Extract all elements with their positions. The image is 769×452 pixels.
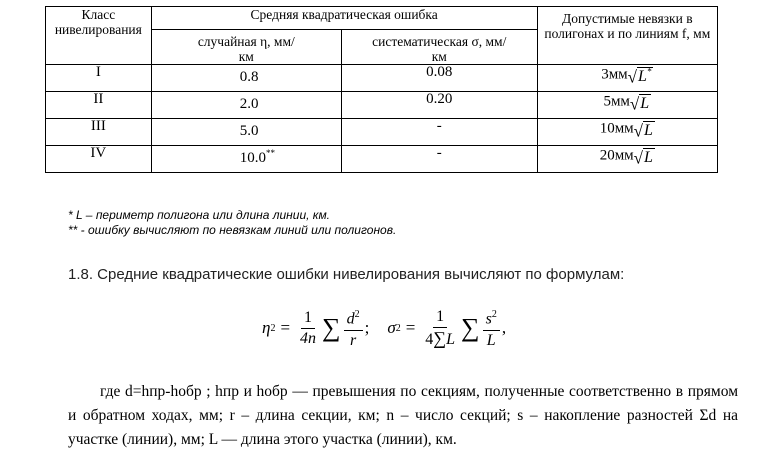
formula-frac-4-den: L [486,331,496,349]
formula-frac-1 [297,308,319,349]
misclosure-coef: 5мм [603,93,630,110]
formula-sum-inner: ∑ [433,327,447,348]
formula-frac-1-den: 4n [300,329,317,347]
formula-sum-2: ∑ [461,313,480,342]
table-row [46,92,718,119]
formula-frac-4-num [483,305,500,330]
cell-random-value: 2.0 [239,96,259,112]
formula-frac-3-den [422,328,458,350]
header-misclosure [537,7,717,65]
formula-eq-1: = [280,318,291,337]
formula-frac-3 [422,307,458,350]
misclosure-radicand: L [638,68,647,86]
formula-sum-1: ∑ [322,313,341,342]
misclosure-coef: 3мм [601,66,628,83]
note-1 [68,208,396,223]
accuracy-table [45,6,718,173]
header-error-group [151,7,537,30]
sqrt-symbol: √L [629,94,650,114]
formula-d-power: 2 [354,309,360,321]
formula-sigma: σ [387,318,396,337]
cell-random-value: 5.0 [239,123,259,139]
header-systematic-label: систематическая σ, мм/км [372,34,507,64]
table-row [46,119,718,146]
section-heading: 1.8. Средние квадратические ошибки нивелирования вычисляют по формулам: [68,266,625,283]
cell-random [151,119,341,146]
cell-random-value: 10.0 [239,150,266,166]
formula-den-prefix: 4 [425,330,434,348]
header-misclosure-label: Допустимые невязки в полигонах и по линиям f, мм [544,11,711,41]
cell-systematic: 0.08 [341,65,537,92]
header-systematic [341,30,537,65]
cell-random-mark: ** [265,148,275,158]
cell-systematic: - [341,146,537,173]
table-row [46,65,718,92]
header-class-label: Класс нивелирования [54,7,142,37]
sqrt-symbol: √L* [627,67,652,87]
cell-systematic: 0.20 [341,92,537,119]
misclosure-coef: 10мм [599,120,634,137]
misclosure-radicand: L [644,122,653,140]
cell-class: III [46,119,152,146]
cell-random [151,146,341,173]
formula-s: s [485,310,492,328]
cell-misclosure [537,65,717,92]
formula-eta: η [262,318,271,337]
formula-den-L: L [446,330,456,348]
header-random [151,30,341,65]
note-2-text: - ошибку вычисляют по невязкам линий или полигонов. [77,223,397,237]
header-random-label: случайная η, мм/км [197,34,295,64]
cell-misclosure [537,92,717,119]
formula-eta-power: 2 [270,322,276,334]
note-1-mark: * [68,208,73,222]
cell-class: I [46,65,152,92]
formula-frac-3-num: 1 [433,307,447,328]
sqrt-symbol: √L [633,148,653,168]
formula-frac-2-den: r [349,331,357,349]
note-2 [68,223,396,238]
definitions-text: где d=hпр-hобр ; hпр и hобр — превышения по секциям, полученные соответственно в прямом и обратном ходах, мм; r – длина секции, км; n – число секций; s – накопление разностей Σd на участке (линии), мм; L — длина этого участка (линии), км. [68,383,738,448]
misclosure-mark: * [646,67,652,77]
formula-semicolon: ; [364,318,370,337]
formula-sigma-power: 2 [395,322,401,334]
formula-frac-1-num: 1 [301,308,315,329]
formula-frac-2-num [344,305,363,330]
cell-random [151,65,341,92]
table-notes [68,208,396,238]
formula-comma: , [501,318,507,337]
table-row [46,146,718,173]
formula-s-power: 2 [491,309,497,321]
cell-systematic: - [341,119,537,146]
formula-eq-2: = [405,318,416,337]
cell-class: II [46,92,152,119]
formula-frac-2 [344,305,363,350]
formula-d: d [346,310,355,328]
misclosure-radicand: L [640,95,650,113]
definitions-paragraph [68,380,738,452]
formula [262,296,506,360]
sqrt-symbol: √L [633,121,653,141]
misclosure-radicand: L [644,149,653,167]
cell-class: IV [46,146,152,173]
cell-misclosure [537,146,717,173]
cell-random [151,92,341,119]
note-2-mark: ** [68,223,78,237]
formula-frac-4 [483,305,500,350]
header-error-group-label: Средняя квадратическая ошибка [250,7,438,22]
header-class [46,7,152,65]
cell-random-value: 0.8 [239,69,259,85]
note-1-text: L – периметр полигона или длина линии, км. [76,208,331,222]
misclosure-coef: 20мм [599,147,634,164]
cell-misclosure [537,119,717,146]
